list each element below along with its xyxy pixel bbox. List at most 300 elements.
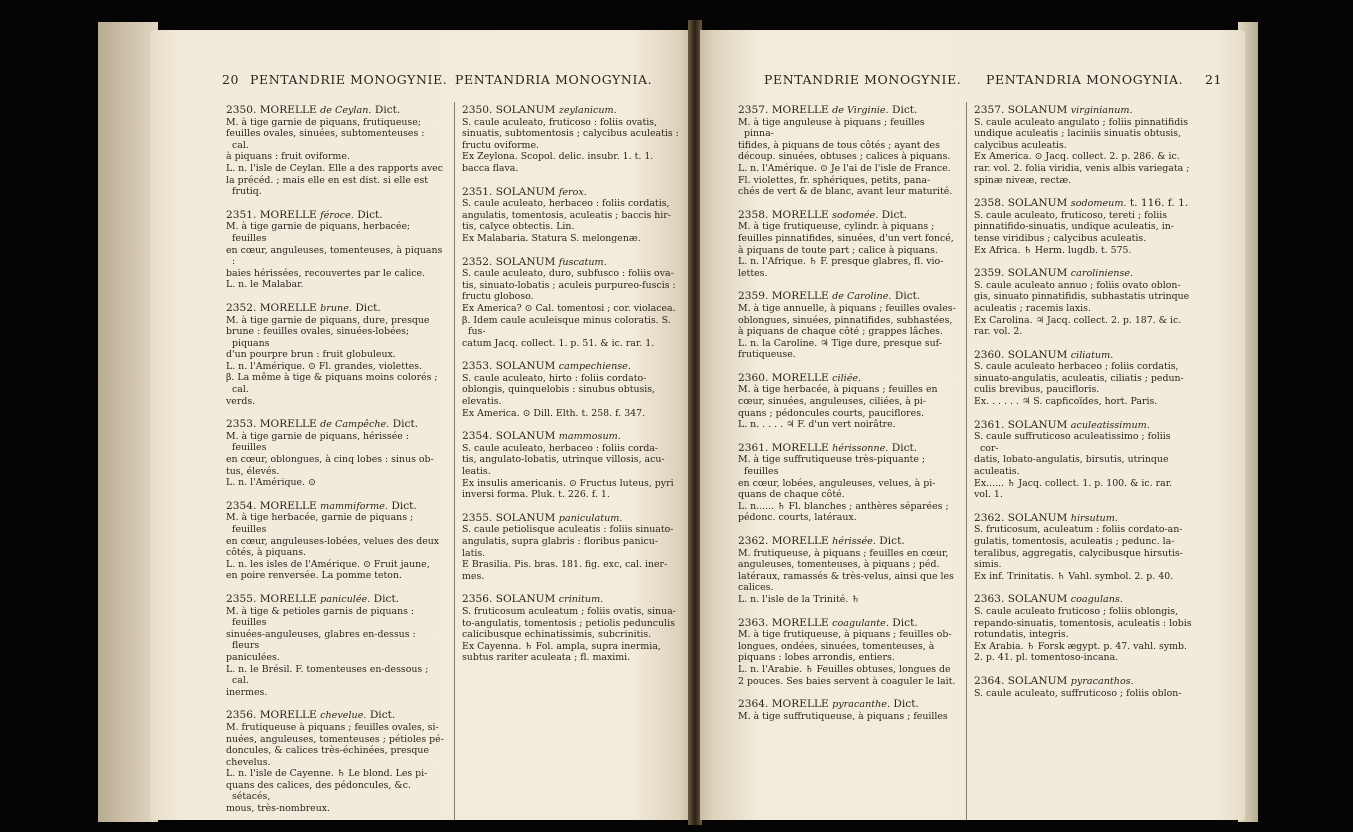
- entry-line: d'un pourpre brun : fruit globuleux.: [226, 349, 396, 361]
- entry: [462, 431, 680, 501]
- entry-line: S. caule aculeato, duro, subfusco : foliis ova-: [462, 268, 674, 280]
- entry-line: en cœur, anguleuses-lobées, velues des deux: [226, 535, 440, 547]
- entry-line: teralibus, aggregatis, calycibusque hirsutis-: [974, 547, 1183, 559]
- entry-line: angulatis, tomentosis, aculeatis ; baccis hir-: [462, 209, 671, 221]
- entry-line: Ex inf. Trinitatis. ♄ Vahl. symbol. 2. p. 40.: [974, 570, 1174, 582]
- entry-epithet: ciliée.: [832, 372, 862, 384]
- entry-line: latéraux, ramassés & très-velus, ainsi que les: [738, 570, 954, 582]
- entry-heading: [974, 594, 1192, 606]
- entry: [738, 210, 956, 280]
- left-french-column: [226, 105, 444, 820]
- entry-abbr: Dict.: [373, 592, 400, 605]
- entry-line: paniculées.: [226, 651, 280, 663]
- entry-number: 2358.: [974, 197, 1005, 210]
- entry-number: 2359.: [738, 290, 769, 303]
- entry-heading: [226, 710, 444, 722]
- entry-line: Ex America? ⊙ Cal. tomentosi ; cor. violacea.: [462, 302, 676, 314]
- entry-line: pédonc. courts, latéraux.: [738, 512, 857, 524]
- entry-line: S. caule aculeato annuo ; foliis ovato oblon-: [974, 279, 1181, 291]
- entry-line: quans de chaque côté.: [738, 489, 845, 501]
- entry-number: 2350.: [226, 104, 257, 116]
- entry-epithet: campechiense.: [558, 361, 631, 373]
- entry-line: M. à tige herbacée, à piquans ; feuilles en: [738, 384, 938, 396]
- entry-name: MORELLE: [771, 290, 829, 303]
- entry-line: L. n. l'isle de Ceylan. Elle a des rapports avec: [226, 162, 443, 174]
- entry-number: 2360.: [974, 348, 1005, 361]
- entry-line: pinnatifido-sinuatis, undique aculeatis, in-: [974, 221, 1174, 233]
- entry-line: S. caule aculeato, fruticoso : foliis ovatis,: [462, 116, 658, 128]
- entry-line: en cœur, oblongues, à cinq lobes : sinus ob-: [226, 454, 434, 466]
- entry-heading: [226, 105, 444, 117]
- entry-line: sinuato-angulatis, aculeatis, ciliatis ; pedun-: [974, 372, 1184, 384]
- entry-line: M. à tige anguleuse à piquans ; feuilles pinna-: [738, 116, 925, 140]
- entry-heading: [462, 594, 680, 606]
- entry-line: mous, très-nombreux.: [226, 803, 331, 815]
- column-rule: [454, 102, 455, 820]
- entry-line: oblongis, quinquelobis : sinubus obtusis,: [462, 384, 656, 396]
- entry: [974, 105, 1192, 186]
- entry-line: E Brasilia. Pis. bras. 181. fig. exc, cal. iner-: [462, 559, 668, 571]
- entry-line: côtés, à piquans.: [226, 547, 307, 559]
- entry-line: brune : feuilles ovales, sinuées-lobées; piquans: [226, 326, 410, 349]
- entry-epithet: ferox.: [558, 186, 587, 198]
- entry-name: MORELLE: [259, 418, 317, 431]
- entry-line: latis.: [462, 547, 486, 559]
- entry-number: 2361.: [738, 441, 769, 454]
- entry-line: rar. vol. 2.: [974, 326, 1023, 338]
- entry: [226, 303, 444, 407]
- entry: [974, 513, 1192, 583]
- entry-heading: [462, 187, 680, 199]
- entry-number: 2360.: [738, 371, 769, 384]
- entry-name: MORELLE: [771, 371, 829, 384]
- entry-heading: [974, 105, 1192, 117]
- entry-abbr: Dict.: [357, 208, 383, 221]
- entry-line: 2. p. 41. pl. tomentoso-incana.: [974, 652, 1119, 664]
- entry-line: M. à tige annuelle, à piquans ; feuilles ovales-: [738, 302, 956, 314]
- entry-epithet: sodomeum.: [1070, 198, 1127, 210]
- entry: [462, 105, 680, 175]
- entry-heading: [462, 513, 680, 525]
- entry-line: rar. vol. 2. folia viridia, venis albis variegata ;: [974, 162, 1190, 174]
- entry-line: L. n. les isles de l'Amérique. ⊙ Fruit jaune,: [226, 558, 430, 570]
- entry-name: SOLANUM: [1007, 593, 1068, 606]
- entry-number: 2354.: [226, 499, 257, 512]
- entry-line: leatis.: [462, 466, 491, 478]
- entry-number: 2363.: [738, 616, 769, 629]
- entry-heading: [738, 210, 956, 222]
- entry-line: mes.: [462, 570, 485, 582]
- entry-line: L. n. . . . . ♃ F. d'un vert noirâtre.: [738, 419, 896, 431]
- entry-heading: [738, 699, 956, 711]
- entry-line: inversi forma. Pluk. t. 226. f. 1.: [462, 489, 610, 501]
- entry-line: Ex Arabia. ♄ Forsk ægypt. p. 47. vahl. symb.: [974, 640, 1188, 652]
- entry-number: 2362.: [974, 511, 1005, 524]
- entry-epithet: sodomée.: [832, 209, 879, 221]
- entry-epithet: hérissée.: [832, 536, 876, 547]
- entry-abbr: Dict.: [879, 535, 905, 547]
- entry-line: oblongues, sinuées, pinnatifides, subhastées,: [738, 314, 953, 326]
- entry-line: à piquans : fruit oviforme.: [226, 151, 350, 163]
- entry-epithet: aculeatissimum.: [1070, 419, 1150, 431]
- entry-name: MORELLE: [771, 208, 829, 221]
- entry-epithet: coagulante.: [832, 617, 889, 629]
- entry-epithet: féroce.: [320, 209, 354, 221]
- entry: [462, 361, 680, 419]
- entry-line: en cœur, lobées, anguleuses, velues, à pi-: [738, 477, 936, 489]
- entry-name: MORELLE: [771, 441, 829, 454]
- entry-line: M. à tige garnie de piquans, dure, presque: [226, 314, 430, 326]
- entry-name: SOLANUM: [495, 430, 556, 443]
- entry-line: quans ; pédoncules courts, pauciflores.: [738, 407, 925, 419]
- entry-name: SOLANUM: [495, 593, 556, 606]
- entry-line: S. caule aculeato, herbaceo : foliis cordatis,: [462, 198, 670, 210]
- entry-number: 2362.: [738, 535, 769, 547]
- entry-line: Ex insulis americanis. ⊙ Fructus luteus, pyri: [462, 477, 674, 489]
- entry-name: SOLANUM: [495, 255, 556, 268]
- entry-epithet: de Campêche.: [320, 419, 390, 431]
- entry: [738, 291, 956, 361]
- entry-line: M. à tige garnie de piquans, hérissée : feuilles: [226, 430, 409, 454]
- entry-heading: [974, 198, 1192, 210]
- entry-line: aculeatis ; racemis laxis.: [974, 302, 1091, 314]
- entry: [226, 594, 444, 698]
- entry-abbr: Dict.: [881, 208, 908, 221]
- entry-name: MORELLE: [771, 616, 829, 629]
- entry-line: S. caule aculeato, herbaceo : foliis corda-: [462, 442, 659, 454]
- entry-name: MORELLE: [259, 592, 317, 605]
- entry-line: lettes.: [738, 267, 768, 279]
- entry-number: 2353.: [226, 418, 257, 431]
- entry-abbr: Dict.: [891, 441, 918, 454]
- entry-name: SOLANUM: [1007, 674, 1068, 687]
- entry-line: gulatis, tomentosis, aculeatis ; pedunc. la-: [974, 536, 1175, 547]
- entry-name: MORELLE: [771, 535, 829, 547]
- entry-line: M. à tige garnie de piquans, frutiqueuse;: [226, 116, 421, 128]
- left-page-number: 20: [222, 72, 240, 87]
- entry: [738, 443, 956, 524]
- entry-line: S. caule aculeato, hirto : foliis cordato-: [462, 372, 647, 384]
- entry-line: tis, angulato-lobatis, utrinque villosis, acu-: [462, 454, 665, 466]
- left-latin-column: [462, 105, 680, 676]
- entry-line: M. à tige frutiqueuse, cylindr. à piquans ;: [738, 221, 935, 233]
- entry-heading: [226, 594, 444, 606]
- entry-line: angulatis, supra glabris : floribus panicu-: [462, 536, 658, 547]
- left-page: [150, 30, 690, 820]
- entry-line: β. La même à tige & piquans moins colorés ; cal.: [226, 372, 438, 396]
- entry-line: calycibus aculeatis.: [974, 139, 1067, 151]
- right-page-number: 21: [1205, 72, 1223, 87]
- entry-line: M. à tige & petioles garnis de piquans : feuilles: [226, 605, 415, 629]
- column-rule: [966, 102, 967, 820]
- entry-line: datis, lobato-angulatis, birsutis, utrinque: [974, 454, 1169, 466]
- entry-name: MORELLE: [259, 301, 317, 314]
- entry-epithet: paniculatum.: [558, 512, 623, 524]
- entry-line: à piquans de chaque côté ; grappes lâches.: [738, 326, 943, 338]
- entry: [738, 105, 956, 198]
- entry-line: L. n. l'Arabie. ♄ Feuilles obtuses, longues de: [738, 663, 951, 675]
- right-french-column: [738, 105, 956, 734]
- entry-line: M. à tige suffrutiqueuse très-piquante ; feuilles: [738, 454, 926, 478]
- entry-abbr: Dict.: [891, 104, 918, 116]
- entry-line: L. n. l'Amérique. ⊙ Fl. grandes, violettes.: [226, 360, 423, 372]
- right-latin-column: [974, 105, 1192, 711]
- entry-line: quans des calices, des pédoncules, &c. sétacés,: [226, 779, 411, 803]
- entry-line: sinuées-anguleuses, glabres en-dessus : fleurs: [226, 628, 416, 652]
- entry-line: calices.: [738, 582, 774, 594]
- entry-line: calicibusque echinatissimis, subcrinitis.: [462, 629, 652, 641]
- entry-number: 2363.: [974, 593, 1005, 606]
- entry-abbr: Dict.: [892, 616, 918, 629]
- entry-number: 2364.: [974, 674, 1005, 687]
- entry-line: elevatis.: [462, 396, 502, 408]
- entry-abbr: Dict.: [369, 709, 396, 722]
- entry-line: Ex Zeylona. Scopol. delic. insubr. 1. t. 1.: [462, 151, 654, 163]
- entry-name: SOLANUM: [495, 104, 556, 116]
- entry: [738, 618, 956, 688]
- entry-name: MORELLE: [771, 698, 829, 711]
- entry-heading: [974, 676, 1192, 688]
- entry-number: 2357.: [974, 104, 1005, 116]
- entry-heading: [462, 431, 680, 443]
- entry-heading: [226, 501, 444, 513]
- entry-line: doncules, & calices très-échinées, presque: [226, 745, 429, 757]
- entry-line: L. n. l'Afrique. ♄ F. presque glabres, fl. vio-: [738, 256, 944, 268]
- entry-line: fructu oviforme.: [462, 139, 539, 151]
- entry-line: undique aculeatis ; laciniis sinuatis obtusis,: [974, 128, 1182, 140]
- right-header-latin: PENTANDRIA MONOGYNIA.: [986, 72, 1184, 87]
- entry-line: gis, sinuato pinnatifidis, subhastatis utrinque: [974, 291, 1190, 303]
- entry-epithet: pyracanthos.: [1070, 675, 1134, 687]
- entry-line: Ex Cayenna. ♄ Fol. ampla, supra inermia,: [462, 640, 661, 652]
- entry: [226, 501, 444, 582]
- entry-heading: [738, 291, 956, 303]
- entry-line: S. caule aculeato, fruticoso, tereti ; foliis: [974, 209, 1168, 221]
- entry-heading: [738, 105, 956, 117]
- entry-number: 2353.: [462, 360, 493, 373]
- entry-line: Ex America. ⊙ Jacq. collect. 2. p. 286. & ic.: [974, 151, 1180, 163]
- entry-line: aculeatis.: [974, 466, 1020, 478]
- entry-line: S. fruticosum aculeatum ; foliis ovatis, sinua-: [462, 605, 676, 617]
- entry: [974, 350, 1192, 408]
- entry-line: Ex America. ⊙ Dill. Elth. t. 258. f. 347.: [462, 407, 646, 419]
- entry-line: chevelus.: [226, 756, 271, 768]
- entry-abbr: Dict.: [893, 698, 919, 711]
- entry-number: 2352.: [226, 301, 257, 314]
- entry-line: M. à tige suffrutiqueuse, à piquans ; feuilles: [738, 710, 948, 722]
- entry-line: la précéd. ; mais elle en est dist. si elle est frutiq.: [226, 174, 429, 198]
- entry-number: 2359.: [974, 267, 1005, 280]
- entry: [974, 594, 1192, 664]
- entry-epithet: de Caroline.: [832, 291, 892, 303]
- entry-number: 2358.: [738, 208, 769, 221]
- entry-line: vol. 1.: [974, 489, 1003, 501]
- entry-line: Ex Carolina. ♃ Jacq. collect. 2. p. 187. & ic.: [974, 314, 1182, 326]
- entry-number: 2352.: [462, 255, 493, 268]
- entry-name: MORELLE: [259, 208, 317, 221]
- entry-line: en cœur, anguleuses, tomenteuses, à piquans :: [226, 244, 443, 268]
- entry-epithet: hirsutum.: [1070, 512, 1118, 524]
- entry-epithet: chevelue.: [320, 710, 367, 722]
- entry: [226, 105, 444, 198]
- entry-epithet: de Virginie.: [832, 105, 889, 116]
- left-header-latin: PENTANDRIA MONOGYNIA.: [455, 72, 653, 87]
- entry-name: SOLANUM: [1007, 348, 1068, 361]
- entry-line: tifides, à piquans de tous côtés ; ayant des: [738, 139, 940, 151]
- entry-line: M. à tige frutiqueuse, à piquans ; feuilles ob-: [738, 629, 952, 641]
- right-page: [700, 30, 1245, 820]
- entry-line: S. caule aculeato fruticoso ; foliis oblongis,: [974, 605, 1179, 617]
- entry-line: spinæ niveæ, rectæ.: [974, 174, 1072, 186]
- entry-line: Ex Africa. ♄ Herm. lugdb. t. 575.: [974, 244, 1132, 256]
- entry-epithet: paniculée.: [320, 593, 371, 605]
- entry-line: M. à tige garnie de piquans, herbacée; feuilles: [226, 221, 411, 244]
- entry-name: MORELLE: [259, 104, 317, 116]
- entry-heading: [226, 210, 444, 222]
- entry-heading: [226, 303, 444, 315]
- entry-line: en poire renversée. La pomme teton.: [226, 570, 402, 582]
- entry-number: 2351.: [462, 185, 493, 198]
- entry-line: Ex...... ♄ Jacq. collect. 1. p. 100. & ic. rar.: [974, 477, 1173, 489]
- entry-line: S. caule aculeato, suffruticoso ; foliis oblon-: [974, 687, 1182, 699]
- entry-line: longues, ondées, sinuées, tomenteuses, à: [738, 640, 935, 652]
- entry-name: SOLANUM: [1007, 511, 1068, 524]
- entry-epithet: mammiforme.: [320, 500, 388, 512]
- entry-name: MORELLE: [259, 499, 317, 512]
- entry-number: 2350.: [462, 104, 493, 116]
- entry: [226, 419, 444, 489]
- entry-epithet: fuscatum.: [558, 256, 607, 268]
- entry-line: L. n...... ♄ Fl. blanches ; anthères séparées ;: [738, 500, 949, 512]
- entry-name: SOLANUM: [1007, 104, 1068, 116]
- entry-epithet: virginianum.: [1070, 105, 1133, 116]
- entry-line: nuées, anguleuses, tomenteuses ; pétioles pé-: [226, 733, 444, 745]
- entry-epithet: crinitum.: [558, 594, 604, 606]
- entry-line: tus, élevés.: [226, 465, 280, 477]
- entry-line: tis, calyce obtectis. Lin.: [462, 221, 575, 233]
- entry-epithet: de Ceylan.: [320, 105, 372, 116]
- entry: [226, 710, 444, 814]
- entry-line: inermes.: [226, 686, 268, 698]
- entry: [462, 594, 680, 664]
- entry-heading: [738, 536, 956, 548]
- entry-line: sinuatis, subtomentosis ; calycibus aculeatis :: [462, 128, 679, 140]
- entry-number: 2351.: [226, 208, 257, 221]
- entry-name: SOLANUM: [1007, 267, 1068, 280]
- entry-line: feuilles pinnatifides, sinuées, d'un vert foncé,: [738, 232, 954, 244]
- entry-number: 2357.: [738, 104, 769, 116]
- entry-line: 2 pouces. Ses baies servent à coaguler le lait.: [738, 675, 956, 687]
- entry-name: SOLANUM: [1007, 197, 1068, 210]
- entry-epithet: ciliatum.: [1070, 349, 1114, 361]
- entry-heading: [974, 268, 1192, 280]
- entry-abbr: Dict.: [391, 499, 417, 512]
- entry-abbr: Dict.: [894, 290, 921, 303]
- entry-line: rotundatis, integris.: [974, 629, 1069, 641]
- entry-heading: [738, 618, 956, 630]
- entry-line: L. n. l'isle de Cayenne. ♄ Le blond. Les pi-: [226, 768, 428, 780]
- entry: [738, 699, 956, 722]
- entry-line: culis brevibus, paucifloris.: [974, 384, 1100, 396]
- entry-heading: [974, 350, 1192, 362]
- entry-name: SOLANUM: [495, 511, 556, 524]
- entry-heading: [738, 373, 956, 385]
- entry-epithet: caroliniense.: [1070, 268, 1134, 280]
- entry: [462, 513, 680, 583]
- entry: [974, 268, 1192, 338]
- entry: [974, 198, 1192, 256]
- left-page-edge: [98, 22, 158, 822]
- entry: [974, 676, 1192, 699]
- entry-line: catum Jacq. collect. 1. p. 51. & ic. rar. 1.: [462, 337, 655, 349]
- entry: [974, 420, 1192, 501]
- entry-epithet: mammosum.: [558, 431, 621, 443]
- right-header-french: PENTANDRIE MONOGYNIE.: [764, 72, 962, 87]
- entry-number: 2356.: [462, 593, 493, 606]
- entry-number: 2355.: [226, 592, 257, 605]
- entry-name: SOLANUM: [1007, 418, 1068, 431]
- entry-heading: [462, 257, 680, 269]
- entry-epithet: zeylanicum.: [558, 105, 617, 116]
- entry-line: S. caule aculeato angulato ; foliis pinnatifidis: [974, 116, 1189, 128]
- entry-line: L. n. l'isle de la Trinité. ♄: [738, 593, 860, 605]
- entry-line: fructu globoso.: [462, 291, 534, 303]
- entry-line: tis, sinuato-lobatis ; aculeis purpureo-fuscis :: [462, 279, 676, 291]
- entry: [226, 210, 444, 291]
- entry-line: Ex. . . . . . ♃ S. capficoïdes, hort. Paris.: [974, 396, 1158, 408]
- entry-name: SOLANUM: [495, 360, 556, 373]
- entry-line: repando-sinuatis, tomentosis, aculeatis : lobis: [974, 617, 1192, 629]
- entry-abbr: Dict.: [355, 301, 381, 314]
- entry-line: L. n. le Malabar.: [226, 279, 304, 291]
- entry-heading: [226, 419, 444, 431]
- entry-line: bacca flava.: [462, 162, 519, 174]
- entry-line: L. n. le Brésil. F. tomenteuses en-dessous ; cal.: [226, 663, 429, 687]
- entry-line: M. frutiqueuse, à piquans ; feuilles en cœur,: [738, 547, 949, 559]
- entry-name: MORELLE: [771, 104, 829, 116]
- entry-abbr: t. 116. f. 1.: [1129, 197, 1189, 210]
- entry-line: verds.: [226, 395, 256, 407]
- left-header-french: PENTANDRIE MONOGYNIE.: [250, 72, 448, 87]
- entry-number: 2361.: [974, 418, 1005, 431]
- entry-epithet: coagulans.: [1070, 594, 1123, 606]
- entry: [738, 536, 956, 606]
- entry-line: Ex Malabaria. Statura S. melongenæ.: [462, 232, 641, 244]
- entry-line: S. fruticosum, aculeatum : foliis cordato-an-: [974, 524, 1183, 536]
- entry-heading: [462, 105, 680, 117]
- entry-line: to-angulatis, tomentosis ; petiolis pedunculis: [462, 617, 675, 629]
- entry-line: cœur, sinuées, anguleuses, ciliées, à pi-: [738, 396, 926, 408]
- entry: [462, 257, 680, 350]
- entry-number: 2354.: [462, 430, 493, 443]
- entry-line: tense viridibus ; calycibus aculeatis.: [974, 232, 1147, 244]
- entry-line: piquans : lobes arrondis, entiers.: [738, 652, 895, 664]
- entry: [738, 373, 956, 431]
- entry-number: 2356.: [226, 709, 257, 722]
- entry-line: subtus rariter aculeata ; fl. maximi.: [462, 652, 631, 664]
- entry-line: L. n. l'Amérique. ⊙ Je l'ai de l'isle de France.: [738, 162, 951, 174]
- entry-line: M. frutiqueuse à piquans ; feuilles ovales, si-: [226, 721, 439, 733]
- entry-line: feuilles ovales, sinuées, subtomenteuses : cal.: [226, 128, 425, 151]
- entry-line: anguleuses, tomenteuses, à piquans ; péd.: [738, 559, 940, 571]
- entry-heading: [974, 513, 1192, 525]
- entry-number: 2355.: [462, 511, 493, 524]
- entry-line: Fl. violettes, fr. sphériques, petits, pana-: [738, 174, 931, 186]
- entry-abbr: Dict.: [392, 418, 419, 431]
- entry-line: S. caule aculeato herbaceo ; foliis cordatis,: [974, 361, 1179, 373]
- entry-abbr: Dict.: [374, 104, 401, 116]
- entry-epithet: hérissonne.: [832, 442, 889, 454]
